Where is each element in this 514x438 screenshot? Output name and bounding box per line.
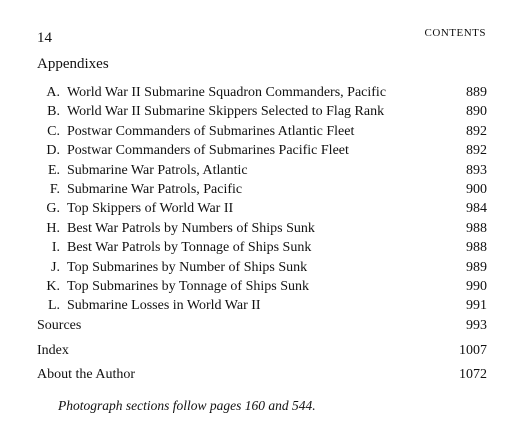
page-number-ref: 990 [466,278,487,294]
toc-entry [37,201,487,220]
back-matter-list [37,318,487,392]
toc-entry [37,260,487,279]
appendix-letter: K. [46,278,60,294]
appendix-title: Best War Patrols by Tonnage of Ships Sunk [67,240,312,256]
back-matter-title: About the Author [37,367,135,382]
page-number-ref: 991 [466,298,487,314]
appendix-letter: J. [51,259,60,275]
page-number-ref: 890 [466,104,487,120]
appendix-title: Best War Patrols by Numbers of Ships Sunk [67,220,315,236]
page-number-ref: 900 [466,181,487,197]
page-number-ref: 989 [466,259,487,275]
appendix-letter: C. [47,123,60,139]
appendix-letter: A. [46,85,60,100]
running-head: CONTENTS [424,27,486,39]
page-number-ref: 1072 [459,367,487,382]
appendix-title: Submarine War Patrols, Atlantic [67,162,248,178]
appendix-letter: L. [47,298,60,314]
page-number-ref: 988 [466,240,487,256]
appendix-title: Postwar Commanders of Submarines Atlantic Fleet [67,123,355,139]
toc-entry [37,279,487,298]
appendix-title: Top Skippers of World War II [67,201,234,217]
toc-entry [37,104,487,123]
appendix-letter: D. [46,143,60,159]
page-number-ref: 892 [466,123,487,139]
page-number-ref: 889 [466,85,487,100]
page-number-ref: 893 [466,162,487,178]
appendix-letter: H. [46,220,60,236]
section-heading: Appendixes [37,56,109,72]
toc-entry [37,298,487,317]
appendix-letter: E. [47,162,60,178]
appendix-letter: I. [51,240,60,256]
back-matter-title: Index [37,342,69,358]
toc-entry [37,367,487,392]
appendix-title: World War II Submarine Squadron Commanders, Pacific [67,85,387,100]
toc-entry [37,221,487,240]
toc-entry [37,240,487,259]
appendix-title: Submarine Losses in World War II [67,298,261,314]
toc-entry [37,124,487,143]
page-number-ref: 1007 [459,342,487,358]
toc-entry [37,85,487,104]
page-number: 14 [37,30,52,46]
toc-entry [37,143,487,162]
appendix-letter: F. [49,181,60,197]
toc-entry [37,163,487,182]
appendix-title: World War II Submarine Skippers Selected to Flag Rank [67,104,385,120]
toc-entry [37,318,487,343]
toc-entry [37,343,487,368]
page-number-ref: 993 [466,318,487,333]
page-number-ref: 988 [466,220,487,236]
back-matter-title: Sources [37,318,82,333]
appendix-title: Postwar Commanders of Submarines Pacific Fleet [67,143,349,159]
appendix-title: Submarine War Patrols, Pacific [67,181,243,197]
appendix-letter: B. [47,104,60,120]
appendix-list [37,85,487,318]
page-number-ref: 984 [466,201,487,217]
appendix-letter: G. [46,201,60,217]
appendix-title: Top Submarines by Tonnage of Ships Sunk [67,278,309,294]
photograph-note: Photograph sections follow pages 160 and 544. [58,398,316,413]
toc-entry [37,182,487,201]
page-number-ref: 892 [466,143,487,159]
appendix-title: Top Submarines by Number of Ships Sunk [67,259,308,275]
